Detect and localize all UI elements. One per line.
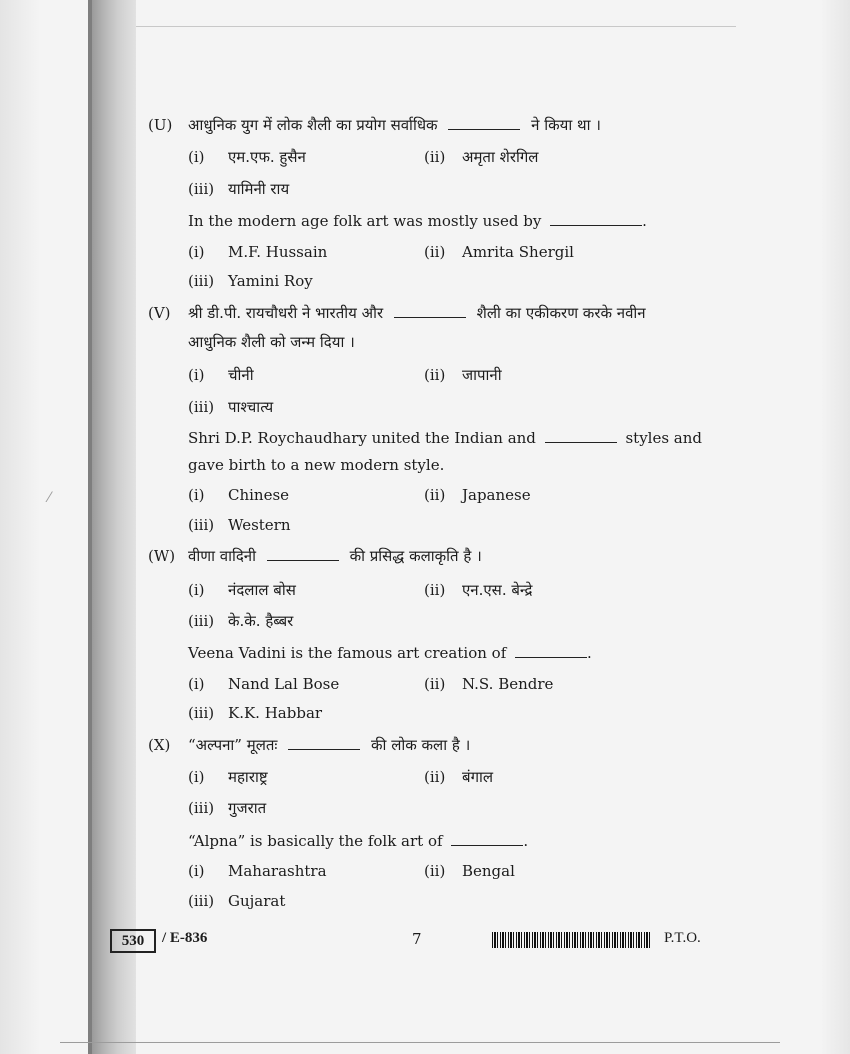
option-text: Yamini Roy [228, 272, 313, 290]
option-text: Chinese [228, 486, 290, 504]
option-num: (i) [188, 675, 205, 693]
answer-blank [288, 735, 360, 750]
option-text: Western [228, 516, 291, 534]
option-text: अमृता शेरगिल [462, 148, 539, 166]
option-text: एन.एस. बेन्द्रे [462, 581, 533, 599]
question-hindi-text: “अल्पना” मूलतः की लोक कला है । [188, 736, 471, 754]
option-text: यामिनी राय [228, 180, 290, 198]
option-text: के.के. हैब्बर [228, 612, 294, 630]
question-label: (U) [148, 116, 173, 134]
question-hindi-text-cont: आधुनिक शैली को जन्म दिया । [188, 333, 355, 351]
option-num: (i) [188, 366, 205, 384]
option-num: (ii) [424, 675, 446, 693]
question-label: (V) [148, 304, 171, 322]
option-text: चीनी [228, 366, 254, 384]
question-label: (W) [148, 547, 176, 565]
option-num: (ii) [424, 148, 446, 166]
option-text: बंगाल [462, 768, 494, 786]
option-num: (ii) [424, 581, 446, 599]
option-num: (iii) [188, 398, 215, 416]
option-text: Nand Lal Bose [228, 675, 340, 693]
option-text: पाश्चात्य [228, 398, 274, 416]
answer-blank [394, 303, 466, 318]
page-number: 7 [412, 930, 422, 948]
bottom-rule [60, 1042, 780, 1043]
option-text: गुजरात [228, 799, 267, 817]
option-num: (ii) [424, 366, 446, 384]
answer-blank [451, 831, 523, 846]
answer-blank [515, 643, 587, 658]
pto-label: P.T.O. [664, 930, 701, 946]
barcode [492, 932, 652, 948]
question-english-text-cont: gave birth to a new modern style. [188, 456, 445, 474]
option-num: (iii) [188, 516, 215, 534]
option-num: (ii) [424, 486, 446, 504]
option-num: (iii) [188, 892, 215, 910]
option-num: (iii) [188, 799, 215, 817]
option-num: (i) [188, 486, 205, 504]
paper-code-box: 530 [110, 929, 156, 953]
option-text: जापानी [462, 366, 502, 384]
binding-shadow [92, 0, 136, 1054]
question-hindi-text: श्री डी.पी. रायचौधरी ने भारतीय और शैली का एकीकरण करके नवीन [188, 304, 646, 322]
answer-blank [550, 211, 642, 226]
option-num: (iii) [188, 272, 215, 290]
option-text: N.S. Bendre [462, 675, 554, 693]
option-text: Gujarat [228, 892, 286, 910]
option-text: एम.एफ. हुसैन [228, 148, 306, 166]
question-english-text: In the modern age folk art was mostly used by . [188, 212, 647, 230]
option-text: नंदलाल बोस [228, 581, 296, 599]
answer-blank [448, 115, 520, 130]
option-num: (iii) [188, 704, 215, 722]
option-num: (i) [188, 581, 205, 599]
option-text: K.K. Habbar [228, 704, 323, 722]
paper-code: / E-836 [162, 930, 208, 946]
option-num: (ii) [424, 243, 446, 261]
option-num: (ii) [424, 768, 446, 786]
option-text: Bengal [462, 862, 515, 880]
option-num: (ii) [424, 862, 446, 880]
option-num: (i) [188, 862, 205, 880]
question-hindi-text: आधुनिक युग में लोक शैली का प्रयोग सर्वाधिक ने किया था । [188, 116, 601, 134]
question-english-text: Veena Vadini is the famous art creation of . [188, 644, 592, 662]
option-num: (iii) [188, 612, 215, 630]
option-text: M.F. Hussain [228, 243, 328, 261]
option-text: Japanese [462, 486, 531, 504]
top-rule [136, 26, 736, 27]
question-english-text: “Alpna” is basically the folk art of . [188, 832, 529, 850]
scan-mark: ⁄ [48, 490, 51, 506]
option-num: (i) [188, 768, 205, 786]
answer-blank [545, 428, 617, 443]
option-text: Amrita Shergil [462, 243, 574, 261]
question-label: (X) [148, 736, 171, 754]
option-num: (i) [188, 148, 205, 166]
question-english-text: Shri D.P. Roychaudhary united the Indian and styles and [188, 429, 703, 447]
option-text: महाराष्ट्र [228, 768, 268, 786]
question-hindi-text: वीणा वादिनी की प्रसिद्ध कलाकृति है । [188, 547, 482, 565]
option-num: (iii) [188, 180, 215, 198]
option-num: (i) [188, 243, 205, 261]
answer-blank [267, 546, 339, 561]
option-text: Maharashtra [228, 862, 327, 880]
